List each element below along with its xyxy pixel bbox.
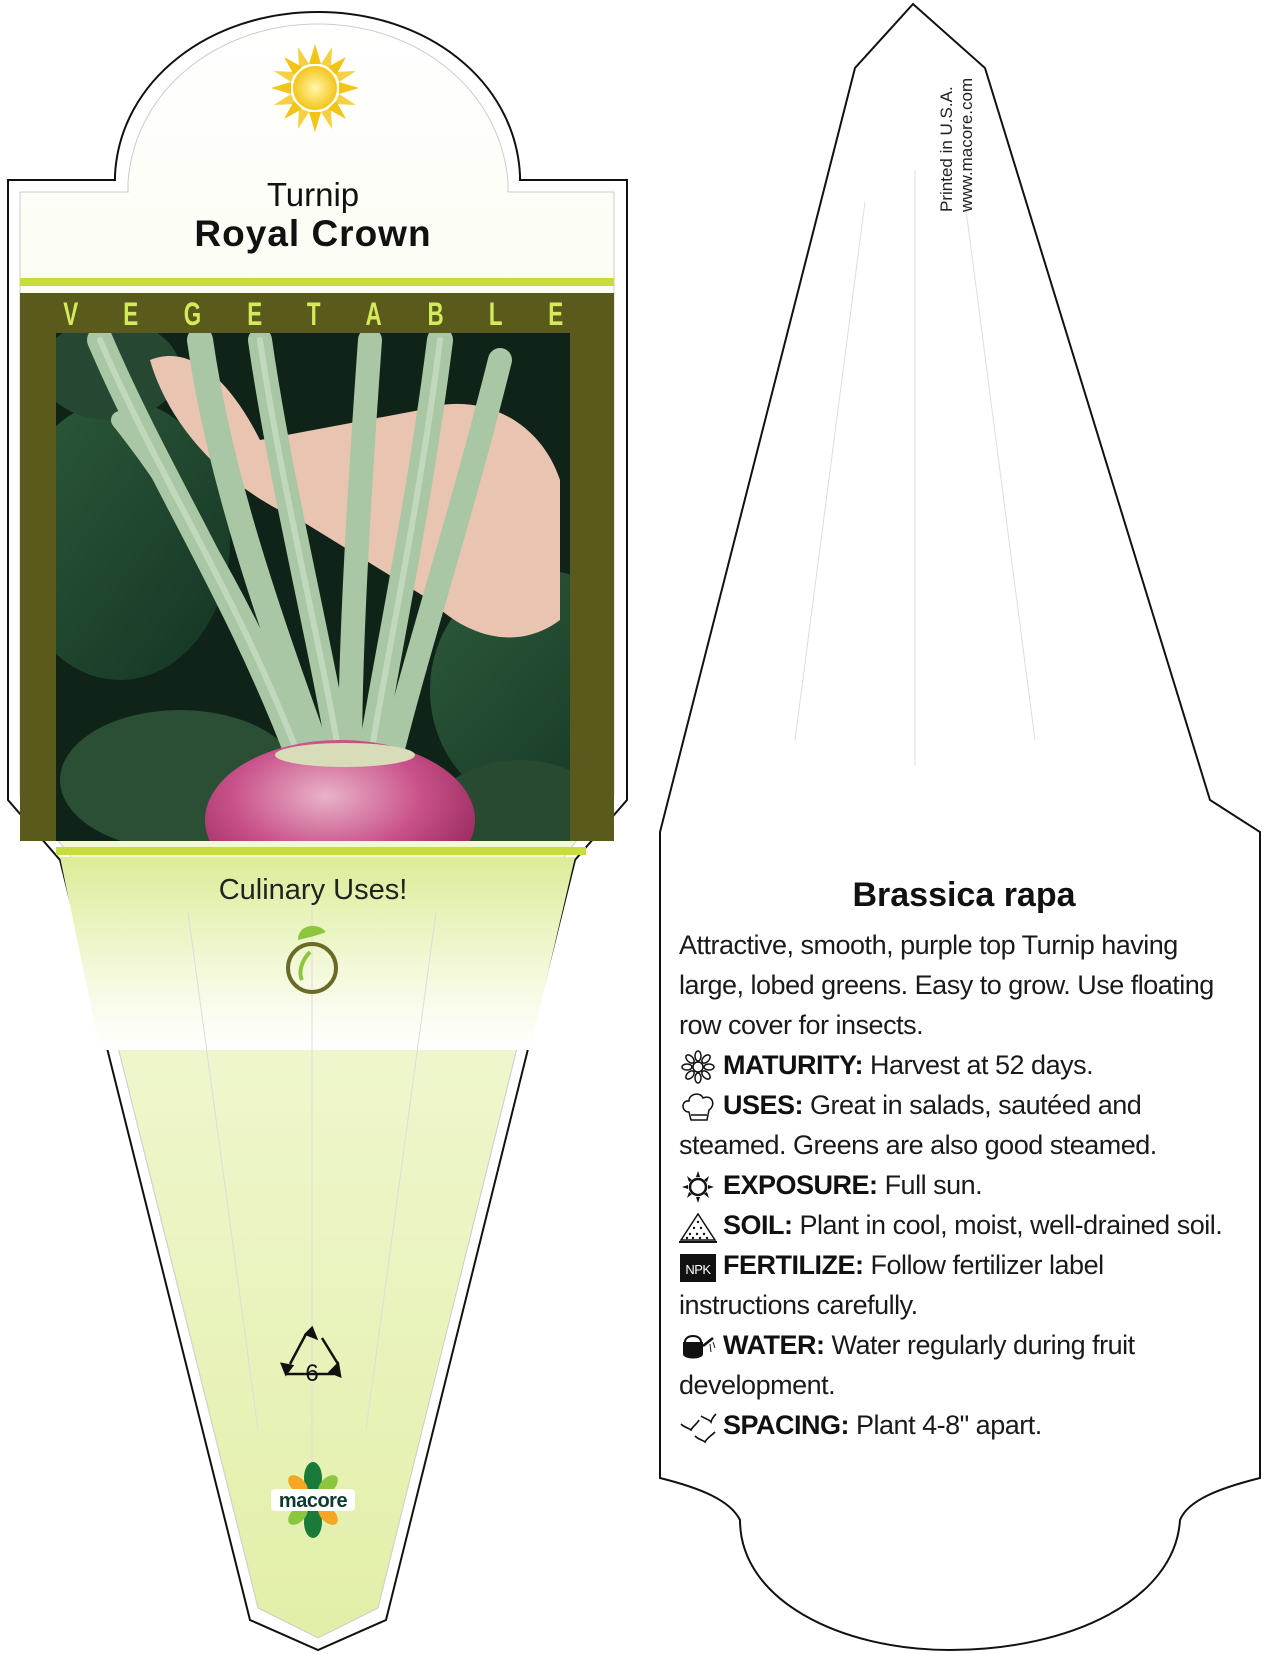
watering-can-icon [679, 1330, 717, 1364]
care-value: Plant 4-8" apart. [856, 1410, 1042, 1440]
category-letter: T [307, 295, 321, 332]
flower-icon [679, 1050, 717, 1084]
sun-icon [271, 44, 359, 132]
printed-in-text: Printed in U.S.A. [937, 86, 956, 212]
category-letter: E [547, 295, 563, 332]
brand-name: macore [278, 1490, 348, 1512]
category-letter: E [123, 295, 139, 332]
care-item [679, 1165, 1239, 1205]
care-value: Plant in cool, moist, well-drained soil. [799, 1210, 1223, 1240]
category-letter: E [247, 295, 263, 332]
care-label: USES: [723, 1090, 804, 1120]
care-item [679, 1205, 1239, 1245]
npk-label: NPK [685, 1261, 711, 1277]
chef-hat-icon [679, 1090, 717, 1124]
care-label: SPACING: [723, 1410, 850, 1440]
recycle-number: 6 [305, 1360, 319, 1387]
category-letter: A [365, 295, 383, 332]
care-value: Harvest at 52 days. [869, 1050, 1094, 1080]
botanical-name: Brassica rapa [852, 876, 1076, 914]
care-description [679, 925, 1239, 1445]
npk-icon [679, 1250, 717, 1284]
care-label: WATER: [723, 1330, 825, 1360]
printed-info [937, 52, 1017, 212]
description-text: Attractive, smooth, purple top Turnip having large, lobed greens. Easy to grow. Use floating row cover for insects. [679, 930, 1214, 1040]
care-item [679, 1045, 1239, 1085]
care-item [679, 1085, 1239, 1165]
care-label: MATURITY: [723, 1050, 863, 1080]
category-letter: V [63, 295, 79, 332]
care-label: EXPOSURE: [723, 1170, 878, 1200]
care-value: Full sun. [884, 1170, 983, 1200]
care-label: SOIL: [723, 1210, 793, 1240]
website-text: www.macore.com [957, 77, 976, 212]
care-label: FERTILIZE: [723, 1250, 864, 1280]
care-item [679, 1405, 1239, 1445]
care-value: Great in salads, sautéed and steamed. Greens are also good steamed. [679, 1090, 1157, 1160]
turnip-photo [10, 320, 640, 900]
sun-outline-icon [679, 1170, 717, 1204]
variety-name: Royal Crown [194, 213, 432, 254]
category-band [20, 290, 606, 338]
care-value: Follow fertilizer label instructions carefully. [679, 1250, 1104, 1320]
care-item [679, 1325, 1239, 1405]
category-letter: B [427, 295, 445, 332]
care-item [679, 1245, 1239, 1325]
spacing-icon [679, 1410, 717, 1444]
care-value: Water regularly during fruit development. [679, 1330, 1135, 1400]
crop-name: Turnip [266, 176, 360, 213]
feature-label: Culinary Uses! [218, 874, 408, 906]
soil-icon [679, 1210, 717, 1244]
category-letter: G [184, 295, 202, 332]
category-letter: L [489, 295, 503, 332]
